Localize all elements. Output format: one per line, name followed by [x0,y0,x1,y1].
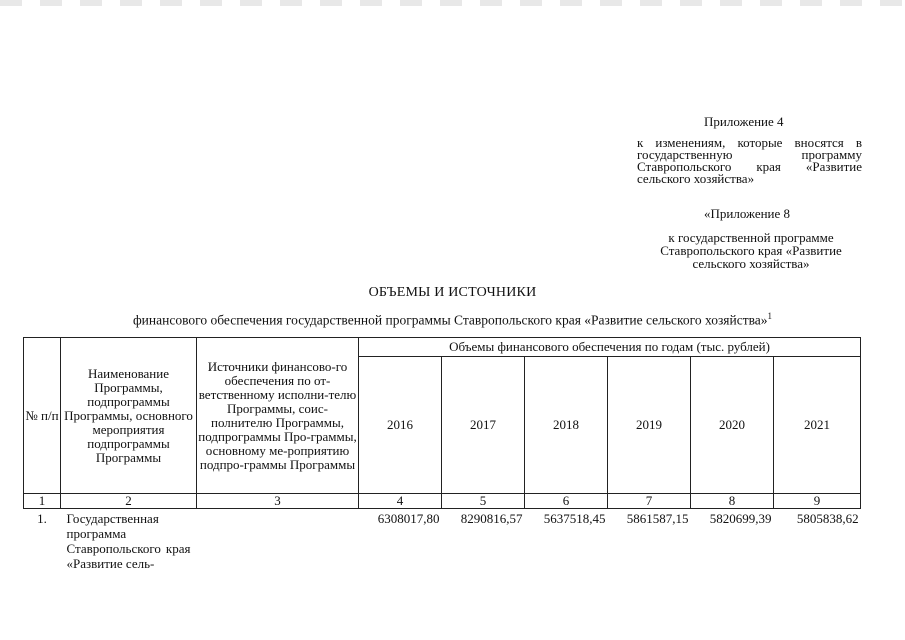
row-value-cell: 8290816,57 [460,511,523,526]
annex-2-title: «Приложение 8 [704,206,791,221]
footnote-mark: 1 [767,311,773,321]
annex-title: Приложение 4 [704,114,784,129]
row-value-cell: 6308017,80 [377,511,440,526]
header-year: 2019 [608,357,691,494]
financing-table [23,337,861,573]
header-row-number: № п/п [24,338,61,494]
header-years-group: Объемы финансового обеспечения по годам (тыс. рублей) [359,338,861,357]
row-number: 1. [37,511,47,526]
column-number: 4 [359,494,442,509]
scan-artifact-strip [0,0,905,6]
column-number: 3 [197,494,359,509]
row-financing-source [197,509,359,574]
row-value-cell: 5861587,15 [626,511,689,526]
column-number: 1 [24,494,61,509]
row-value-cell: 5820699,39 [709,511,772,526]
row-value-cell: 5805838,62 [796,511,859,526]
header-year: 2021 [774,357,861,494]
row-value-cell: 5637518,45 [543,511,606,526]
header-year: 2020 [691,357,774,494]
column-number-row [24,494,861,509]
header-year: 2018 [525,357,608,494]
annex-description: к изменениям, которые вносятся в государственную программу Ставропольского края «Развитие сельского хозяйства» [637,135,862,186]
document-subtitle [0,311,905,329]
column-number: 9 [774,494,861,509]
document-title: ОБЪЕМЫ И ИСТОЧНИКИ [368,285,537,300]
column-number: 6 [525,494,608,509]
header-year: 2016 [359,357,442,494]
header-year: 2017 [442,357,525,494]
table-header-row [24,338,861,357]
table-row [24,509,861,574]
column-number: 7 [608,494,691,509]
column-number: 5 [442,494,525,509]
header-program-name: Наименование Программы, подпрограммы Программы, основного мероприятия подпрограммы Программы [61,338,197,494]
row-program-name: Государственная программа Ставропольского края «Развитие сель- [66,511,191,571]
document-subtitle-text: финансового обеспечения государственной программы Ставропольского края «Развитие сельского хозяйства» [132,312,768,328]
column-number: 2 [61,494,197,509]
annex-2-description: к государственной программе Ставропольского края «Развитие сельского хозяйства» [660,230,842,271]
column-number: 8 [691,494,774,509]
header-financing-source: Источники финансово-го обеспечения по от-ветственному исполни-телю Программы, соис-полнителю Программы, подпрограммы Про-граммы, основному ме-роприятию подпро-граммы Программы [197,338,359,494]
